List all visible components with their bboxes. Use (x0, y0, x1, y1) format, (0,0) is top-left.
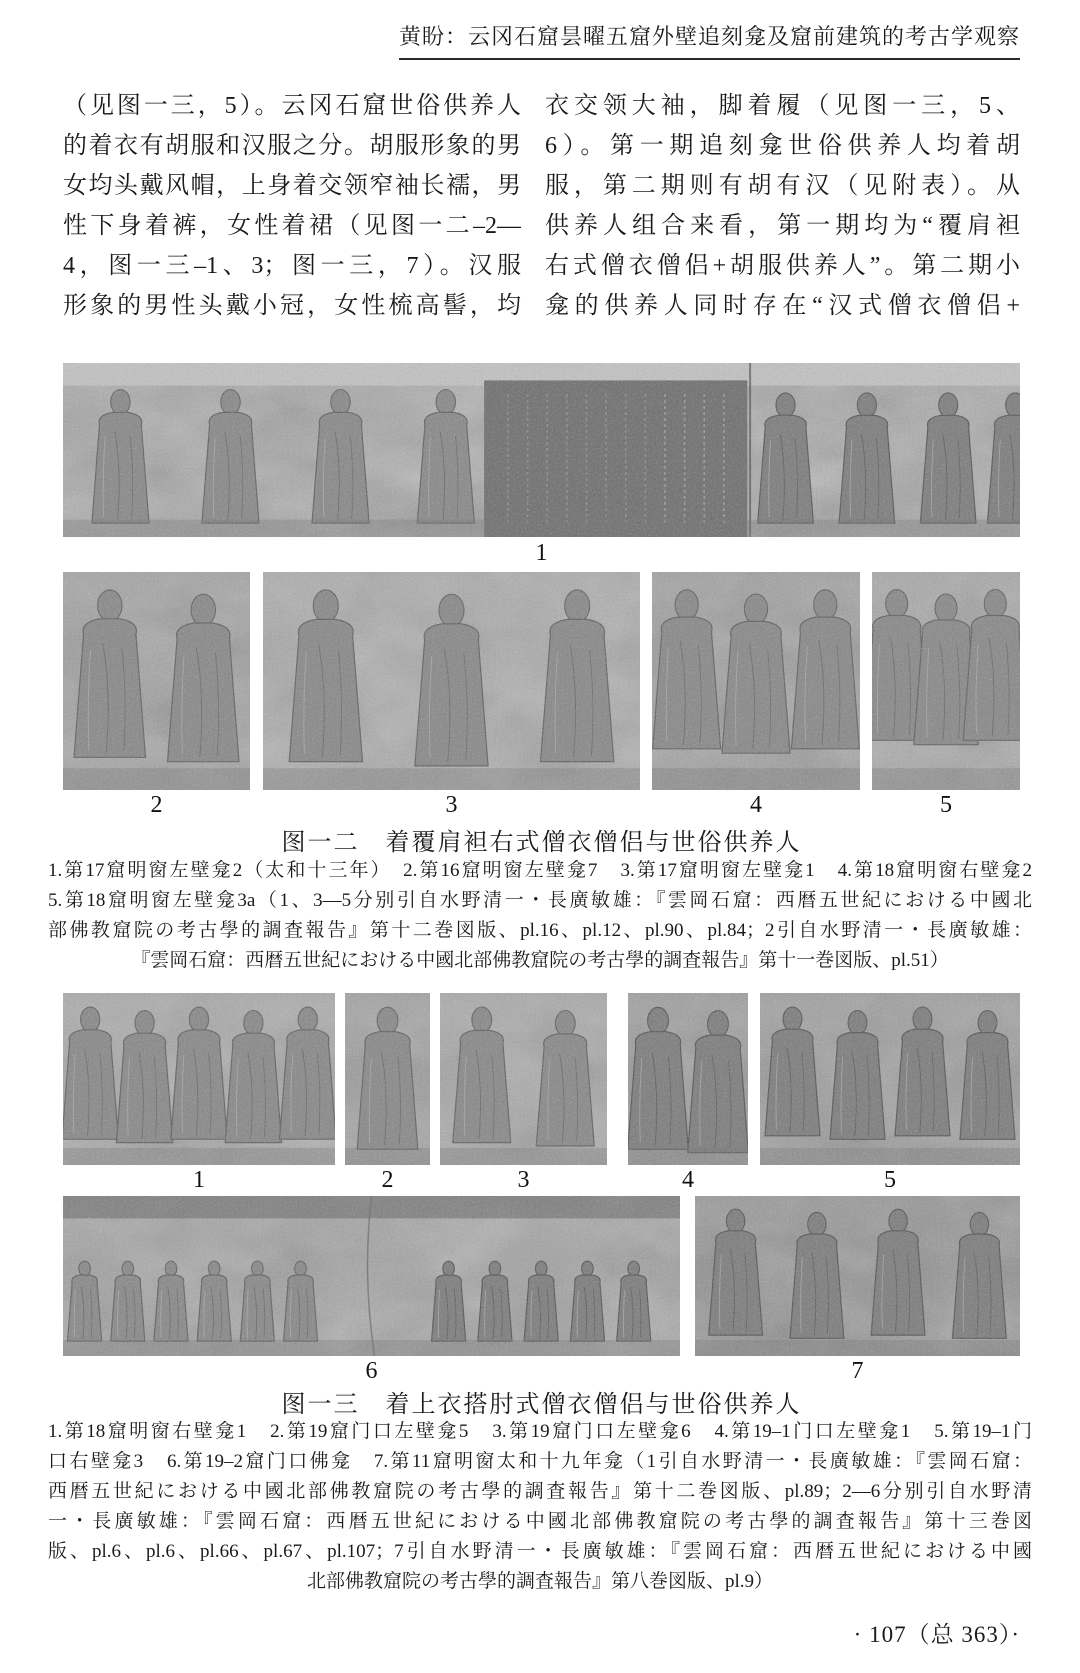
caption-line: 西暦五世紀における中國北部佛教窟院の考古學的調査報告』第十二巻図版、pl.89；2—6分别引自水野清 (48, 1481, 1032, 1502)
photo-inscription-panel-1 (63, 363, 1020, 537)
figure13-caption (48, 1417, 1032, 1597)
photo-label: 4 (750, 792, 762, 818)
photo-fig13-6 (63, 1196, 680, 1356)
caption-line: 一・長廣敏雄：『雲岡石窟：西暦五世紀における中國北部佛教窟院の考古學的調査報告』第十三巻図 (48, 1511, 1032, 1532)
photo-label: 4 (682, 1167, 694, 1193)
photo-label: 5 (940, 792, 952, 818)
caption-line: 『雲岡石窟：西暦五世紀における中國北部佛教窟院の考古學的調査報告』第十一巻図版、pl.51） (131, 950, 949, 971)
photo-label: 2 (381, 1167, 394, 1193)
photo-fig12-5 (872, 572, 1020, 790)
photo-label: 7 (851, 1358, 864, 1384)
photo-fig13-7 (695, 1196, 1020, 1356)
figure12-caption (48, 856, 1032, 976)
figure12-title: 图一二 着覆肩袒右式僧衣僧侣与世俗供养人 (281, 830, 802, 856)
body-column-right (545, 86, 1020, 326)
photo-label: 5 (884, 1167, 896, 1193)
body-column-left (63, 86, 521, 326)
figure13-title: 图一三 着上衣搭肘式僧衣僧侣与世俗供养人 (281, 1392, 802, 1418)
body-text-line: 的着衣有胡服和汉服之分。胡服形象的男 (63, 133, 521, 159)
photo-label: 1 (193, 1167, 205, 1193)
page-header (63, 20, 1020, 60)
photo-fig13-1 (63, 993, 335, 1165)
photo-fig13-4 (628, 993, 748, 1165)
body-text-line: （见图一三，5）。云冈石窟世俗供养人 (63, 93, 521, 119)
photo-label: 2 (150, 792, 163, 818)
body-text-line: 4，图一三–1、3；图一三，7）。汉服 (63, 253, 521, 279)
body-text-line: 6）。第一期追刻龛世俗供养人均着胡 (545, 133, 1020, 159)
photo-fig13-5 (760, 993, 1020, 1165)
body-text-line: 供养人组合来看，第一期均为“覆肩袒 (545, 213, 1020, 239)
photo-fig13-3 (440, 993, 607, 1165)
photo-fig12-2 (63, 572, 250, 790)
body-text-line: 服，第二期则有胡有汉（见附表）。从 (545, 173, 1020, 199)
photo-label: 6 (365, 1358, 378, 1384)
body-text-line: 龛的供养人同时存在“汉式僧衣僧侣+ (545, 293, 1020, 319)
photo-label: 3 (445, 792, 458, 818)
running-title: 黄盼：云冈石窟昙曜五窟外壁追刻龛及窟前建筑的考古学观察 (399, 20, 1020, 60)
caption-line: 口右壁龛3 6.第19–2窟门口佛龛 7.第11窟明窗太和十九年龛（1引自水野清一・長廣敏雄：『雲岡石窟： (48, 1451, 1032, 1472)
page-number: · 107（总 363）· (853, 1622, 1020, 1647)
body-text-line: 女均头戴风帽，上身着交领窄袖长襦，男 (63, 173, 521, 199)
body-text-line: 形象的男性头戴小冠，女性梳高髻，均 (63, 293, 521, 319)
body-text-line: 右式僧衣僧侣+胡服供养人”。第二期小 (545, 253, 1020, 279)
caption-line: 北部佛教窟院の考古學的調査報告』第八巻図版、pl.9） (306, 1571, 774, 1592)
caption-line: 部佛教窟院の考古學的調査報告』第十二巻図版、pl.16、pl.12、pl.90、pl.84；2引自水野清一・長廣敏雄： (48, 920, 1032, 941)
caption-line: 1.第17窟明窗左壁龛2（太和十三年） 2.第16窟明窗左壁龛7 3.第17窟明窗左壁龛1 4.第18窟明窗右壁龛2 (48, 860, 1032, 881)
caption-line: 版、pl.6、pl.6、pl.66、pl.67、pl.107；7引自水野清一・長廣敏雄：『雲岡石窟：西暦五世紀における中國 (48, 1541, 1032, 1562)
body-text-line: 衣交领大袖，脚着履（见图一三，5、 (545, 93, 1020, 119)
body-text-line: 性下身着裤，女性着裙（见图一二–2— (63, 213, 521, 239)
photo-fig13-2 (345, 993, 430, 1165)
photo-fig12-4 (652, 572, 860, 790)
photo-fig12-3 (263, 572, 640, 790)
caption-line: 5.第18窟明窗左壁龛3a（1、3—5分别引自水野清一・長廣敏雄：『雲岡石窟：西暦五世紀における中國北 (48, 890, 1032, 911)
caption-line: 1.第18窟明窗右壁龛1 2.第19窟门口左壁龛5 3.第19窟门口左壁龛6 4.第19–1门口左壁龛1 5.第19–1门 (48, 1421, 1032, 1442)
photo-label: 3 (517, 1167, 530, 1193)
photo-label: 1 (535, 540, 548, 566)
